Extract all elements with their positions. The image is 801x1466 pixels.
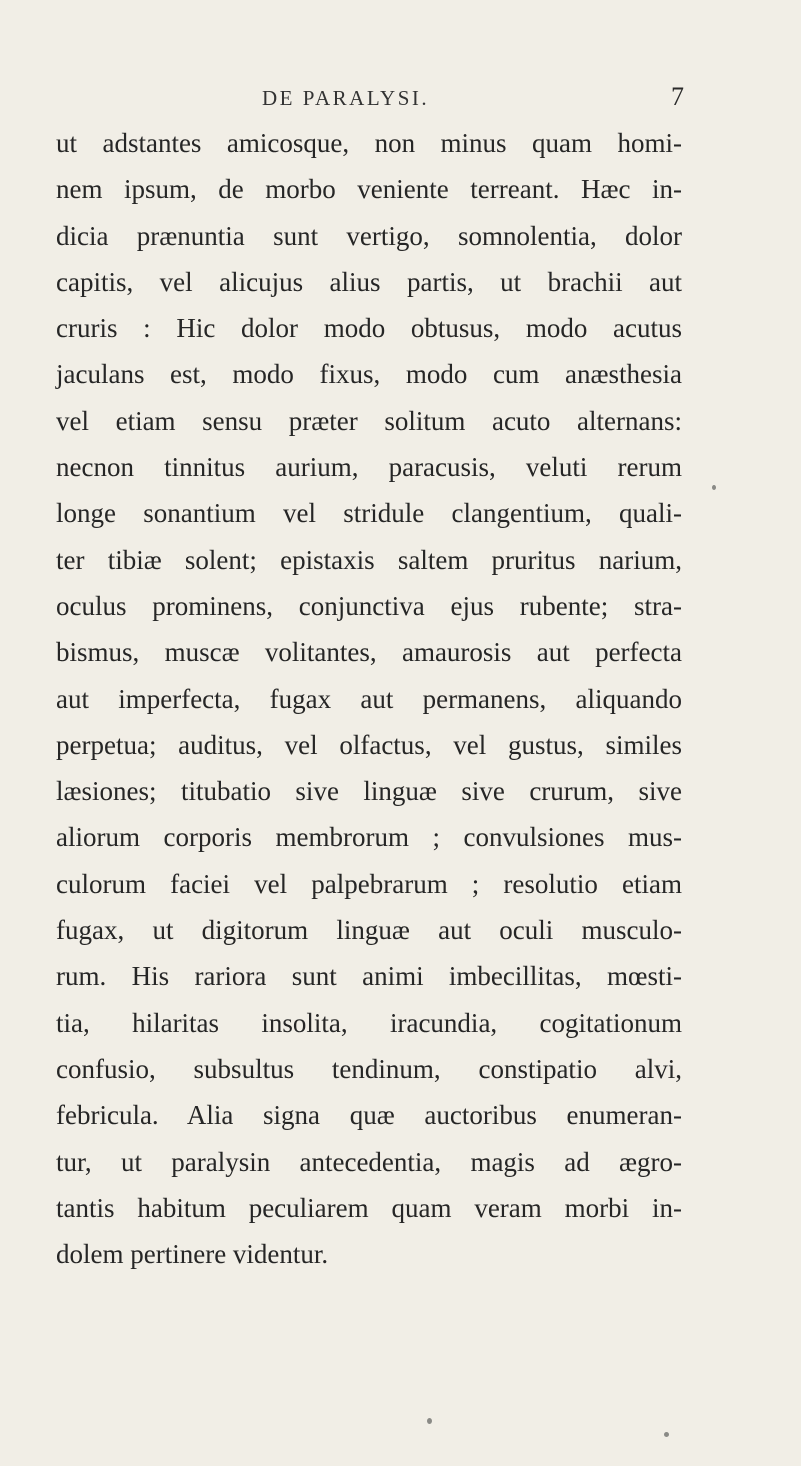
text-line: aliorum corporis membrorum ; convulsiones mus- [56, 822, 682, 853]
text-line: jaculans est, modo fixus, modo cum anæsthesia [56, 359, 682, 390]
text-line: cruris : Hic dolor modo obtusus, modo acutus [56, 313, 682, 344]
text-line: ut adstantes amicosque, non minus quam homi- [56, 128, 682, 158]
text-line: tia, hilaritas insolita, iracundia, cogitationum [56, 1007, 682, 1038]
text-line: tur, ut paralysin antecedentia, magis ad ægro- [56, 1146, 682, 1177]
paper-speck [712, 485, 716, 490]
text-line: bismus, muscæ volitantes, amaurosis aut perfecta [56, 637, 682, 668]
paper-speck [664, 1432, 669, 1437]
text-line: læsiones; titubatio sive linguæ sive crurum, sive [56, 776, 682, 807]
text-line: oculus prominens, conjunctiva ejus rubente; stra- [56, 590, 682, 621]
text-line: febricula. Alia signa quæ auctoribus enumeran- [56, 1100, 682, 1131]
page-number: 7 [671, 82, 684, 111]
text-line: longe sonantium vel stridule clangentium, quali- [56, 498, 682, 529]
text-line: aut imperfecta, fugax aut permanens, aliquando [56, 683, 682, 714]
body-text [56, 120, 682, 1277]
text-line: nem ipsum, de morbo veniente terreant. Hæc in- [56, 174, 682, 205]
text-line: culorum faciei vel palpebrarum ; resolutio etiam [56, 868, 682, 899]
text-line: fugax, ut digitorum linguæ aut oculi musculo- [56, 915, 682, 946]
text-line: tantis habitum peculiarem quam veram morbi in- [56, 1192, 682, 1223]
text-line: vel etiam sensu præter solitum acuto alternans: [56, 405, 682, 436]
text-line: perpetua; auditus, vel olfactus, vel gustus, similes [56, 729, 682, 760]
text-line: rum. His rariora sunt animi imbecillitas, mœsti- [56, 961, 682, 992]
text-line: necnon tinnitus aurium, paracusis, veluti rerum [56, 452, 682, 483]
text-line: confusio, subsultus tendinum, constipatio alvi, [56, 1053, 682, 1084]
running-title: DE PARALYSI. [262, 86, 430, 110]
text-line: capitis, vel alicujus alius partis, ut brachii aut [56, 266, 682, 297]
text-line: dicia prænuntia sunt vertigo, somnolentia, dolor [56, 220, 682, 251]
text-line: dolem pertinere videntur. [56, 1239, 329, 1270]
text-line: ter tibiæ solent; epistaxis saltem pruritus narium, [56, 544, 682, 575]
paper-speck [427, 1418, 432, 1424]
